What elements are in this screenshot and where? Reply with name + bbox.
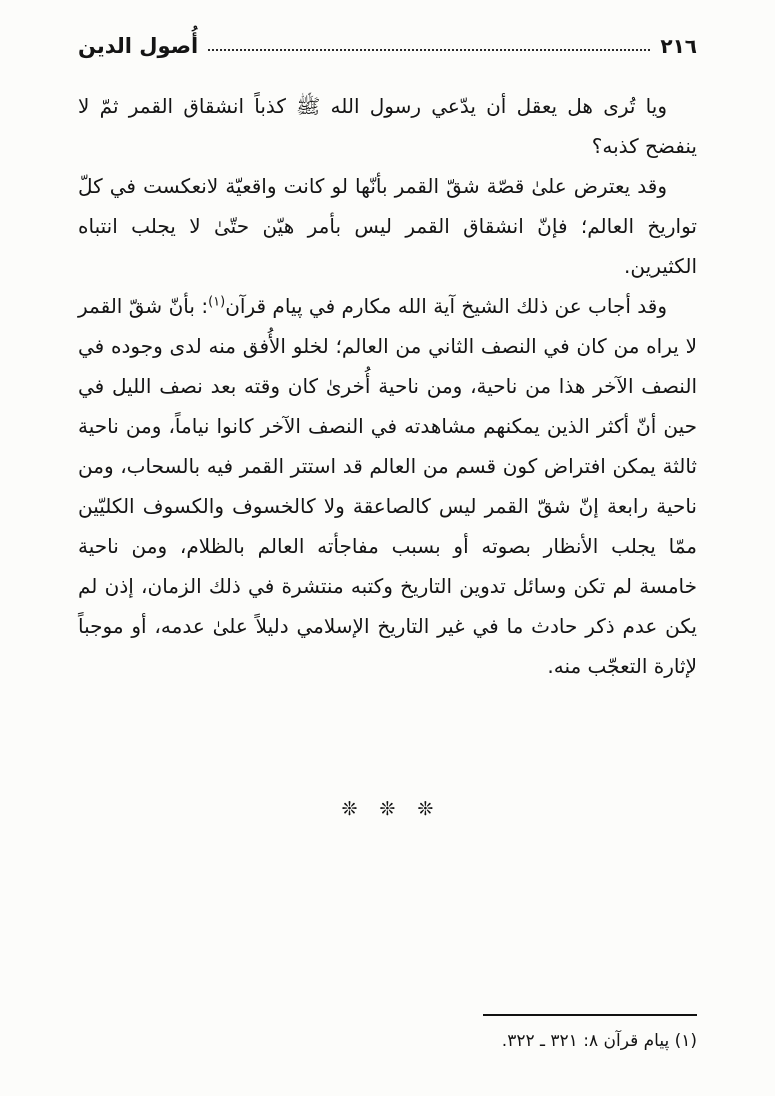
page-number: ٢١٦ bbox=[660, 34, 697, 58]
paragraph-3 bbox=[78, 286, 697, 686]
book-title: أُصول الدين bbox=[78, 34, 199, 58]
paragraph-1: ويا تُرى هل يعقل أن يدّعي رسول الله ﷺ كذباً انشقاق القمر ثمّ لا ينفضح كذبه؟ bbox=[78, 94, 697, 158]
dot-leader bbox=[208, 49, 650, 51]
footnote-reference-marker: (١) bbox=[208, 294, 226, 310]
footnote-text: (١) پيام قرآن ٨: ٣٢١ ـ ٣٢٢. bbox=[501, 1031, 697, 1051]
paragraph-3-text: وقد أجاب عن ذلك الشيخ آية الله مكارم في پيام قرآن bbox=[225, 294, 667, 318]
paragraph-3-continuation: : بأنّ شقّ القمر لا يراه من كان في النصف الثاني من العالم؛ لخلو الأُفق منه لدى وجوده في النصف الآخر هذا من ناحية، ومن ناحية أُخرىٰ كان وقته بعد نصف الليل في حين أنّ أكثر الذين يمكنهم مشاهدته في النصف الآخر كانوا نياماً، ومن ناحية ثالثة يمكن افتراض كون قسم من العالم قد استتر القمر فيه بالسحاب، ومن ناحية رابعة إنّ شقّ القمر ليس كالصاعقة ولا كالخسوف والكسوف الكليّين ممّا يجلب الأنظار بصوته أو بسبب مفاجأته العالم بالظلام، ومن ناحية خامسة لم تكن وسائل تدوين التاريخ وكتبه منتشرة في ذلك الزمان، إذن لم يكن عدم ذكر حادث ما في غير التاريخ الإسلامي دليلاً علىٰ عدمه، أو موجباً لإثارة التعجّب منه. bbox=[78, 294, 697, 678]
page-header bbox=[78, 34, 697, 58]
section-end-ornament: ❊ ❊ ❊ bbox=[341, 798, 434, 820]
footnote-area bbox=[78, 1014, 697, 1054]
footnote-divider bbox=[483, 1014, 697, 1016]
paragraph-2: وقد يعترض علىٰ قصّة شقّ القمر بأنّها لو كانت واقعيّة لانعكست في كلّ تواريخ العالم؛ فإنّ انشقاق القمر ليس بأمر هيّن حتّىٰ لا يجلب انتباه الكثيرين. bbox=[78, 174, 697, 278]
page-body bbox=[78, 86, 697, 686]
